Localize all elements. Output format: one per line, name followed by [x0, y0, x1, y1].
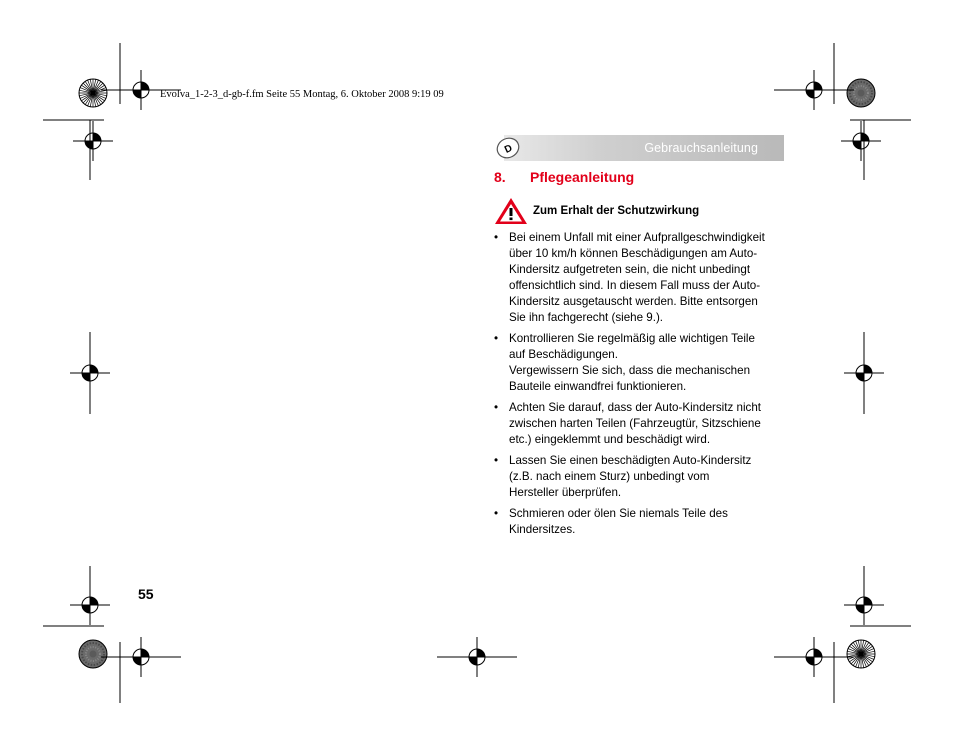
- list-item-line: zwischen harten Teilen (Fahrzeugtür, Sitzschiene: [509, 417, 761, 430]
- list-item-line: über 10 km/h können Beschädigungen am Auto-: [509, 247, 758, 260]
- list-item-line: Sie ihn fachgerecht (siehe 9.).: [509, 311, 664, 324]
- dark-disc-mark-icon: [79, 640, 107, 668]
- starburst-mark-icon: [847, 640, 875, 668]
- list-item-line: Lassen Sie einen beschädigten Auto-Kindersitz: [509, 454, 752, 467]
- list-item-line: auf Beschädigungen.: [509, 348, 618, 361]
- list-item-line: Schmieren oder ölen Sie niemals Teile des: [509, 507, 728, 520]
- print-file-header: Evolva_1-2-3_d-gb-f.fm Seite 55 Montag, 6. Oktober 2008 9:19 09: [160, 89, 444, 100]
- starburst-mark-icon: [79, 79, 107, 107]
- language-badge-icon: [494, 135, 522, 161]
- list-item: [494, 453, 786, 501]
- crosshair-mark-icon: [70, 353, 110, 393]
- crosshair-mark-icon: [70, 585, 110, 625]
- warning-triangle-icon: [494, 197, 528, 225]
- list-item-line: (z.B. nach einem Sturz) unbedingt vom: [509, 470, 710, 483]
- section-band-title: Gebrauchsanleitung: [644, 141, 758, 155]
- list-item: [494, 230, 786, 326]
- bullet-dot: •: [494, 332, 499, 345]
- chapter-title: Pflegeanleitung: [530, 169, 635, 185]
- list-item: [494, 506, 786, 538]
- bullet-dot: •: [494, 454, 499, 467]
- crosshair-mark-icon: [841, 121, 881, 161]
- dark-disc-mark-icon: [847, 79, 875, 107]
- list-item-line: Kindersitzes.: [509, 523, 576, 536]
- warning-text: Zum Erhalt der Schutzwirkung: [533, 205, 700, 217]
- care-instructions-list: [494, 230, 786, 543]
- list-item: [494, 331, 786, 395]
- list-item-line: Bauteile einwandfrei funktionieren.: [509, 380, 687, 393]
- page-number: 55: [138, 586, 154, 602]
- section-band: [494, 135, 784, 161]
- list-item-line: offensichtlich sind. In diesem Fall muss der Auto-: [509, 279, 761, 292]
- crosshair-mark-icon: [73, 121, 113, 161]
- crosshair-mark-icon: [844, 585, 884, 625]
- bullet-dot: •: [494, 401, 499, 414]
- chapter-number: 8.: [494, 169, 506, 185]
- list-item: [494, 400, 786, 448]
- crosshair-mark-icon: [844, 353, 884, 393]
- list-item-line: Achten Sie darauf, dass der Auto-Kindersitz nicht: [509, 401, 761, 414]
- list-item-line: etc.) eingeklemmt und beschädigt wird.: [509, 433, 711, 446]
- list-item-line: Bei einem Unfall mit einer Aufprallgeschwindigkeit: [509, 231, 765, 244]
- list-item-line: Kindersitz aufgetreten sein, die nicht unbedingt: [509, 263, 751, 276]
- list-item-line: Vergewissern Sie sich, dass die mechanischen: [509, 364, 751, 377]
- list-item-line: Kindersitz ausgetauscht werden. Bitte entsorgen: [509, 295, 758, 308]
- language-badge-letter: D: [503, 142, 515, 156]
- bullet-dot: •: [494, 507, 499, 520]
- bullet-dot: •: [494, 231, 499, 244]
- warning-block: [494, 197, 794, 225]
- list-item-line: Hersteller überprüfen.: [509, 486, 622, 499]
- list-item-line: Kontrollieren Sie regelmäßig alle wichtigen Teile: [509, 332, 755, 345]
